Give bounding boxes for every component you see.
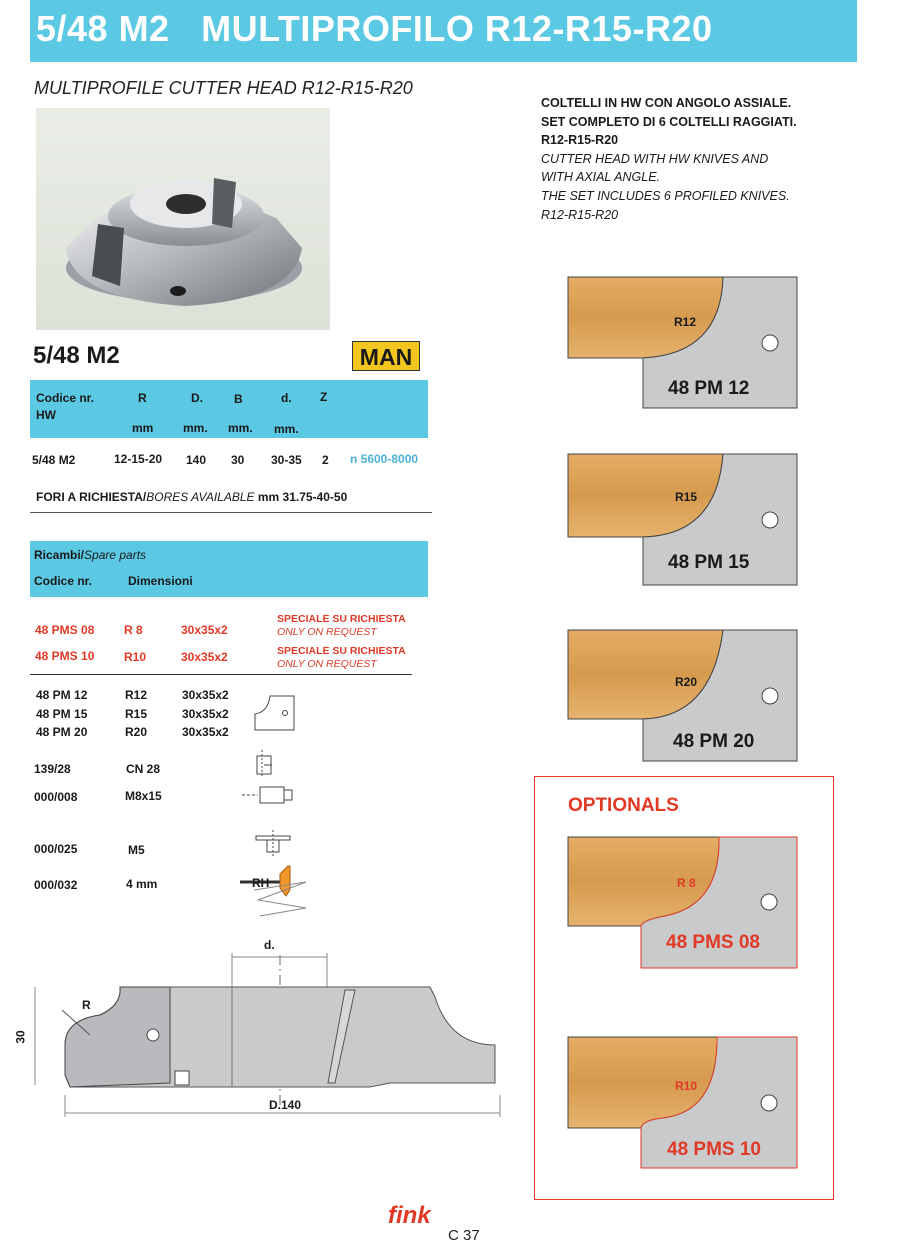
spare-special-note-en: ONLY ON REQUEST [277, 658, 377, 670]
rh-label: RH [252, 876, 270, 890]
optionals-title: OPTIONALS [568, 795, 679, 816]
th-b-unit: mm. [228, 421, 253, 435]
screw-detail [175, 1071, 189, 1085]
optional-radius: R 8 [677, 876, 696, 890]
optional-code: 48 PMS 08 [666, 932, 760, 953]
technical-drawing [10, 935, 510, 1125]
spare-dim: 30x35x2 [182, 707, 229, 721]
description [541, 94, 797, 224]
row-rpm: n 5600-8000 [350, 452, 419, 466]
washer-screw-icon [256, 830, 290, 858]
divider [30, 674, 412, 675]
spare-special-r: R10 [124, 650, 147, 664]
th-bore-unit: mm. [274, 422, 299, 436]
knife-radius: R20 [675, 675, 698, 689]
man-badge: MAN [352, 341, 420, 371]
spare-special-note-en: ONLY ON REQUEST [277, 626, 377, 638]
spare-r: R20 [125, 725, 148, 739]
row-code: 5/48 M2 [32, 453, 76, 467]
knife-hole [147, 1029, 159, 1041]
th-r-unit: mm [132, 421, 154, 435]
page-number: C 37 [448, 1227, 480, 1244]
spare-col-code: Codice nr. [34, 574, 93, 588]
spare-col-dim: Dimensioni [128, 574, 193, 588]
spare-special-code: 48 PMS 10 [35, 649, 95, 663]
optional-radius: R10 [675, 1079, 698, 1093]
key-icon [240, 866, 306, 916]
bores-it: FORI A RICHIESTA/ [36, 490, 147, 504]
spare-title-en: Spare parts [84, 548, 147, 562]
spare-code: 48 PM 12 [36, 688, 88, 702]
radius-label: R [82, 998, 91, 1012]
screw-icon [257, 750, 272, 776]
th-code-hw: HW [36, 408, 56, 422]
bores-values: mm 31.75-40-50 [254, 490, 348, 504]
spare-special-dim: 30x35x2 [181, 650, 228, 664]
spare-title [34, 548, 146, 562]
th-r: R [138, 391, 147, 405]
model-code: 5/48 M2 [33, 342, 120, 369]
knife-code: 48 PM 20 [673, 731, 755, 752]
spare-r: R15 [125, 707, 148, 721]
desc-line-3: R12-R15-R20 [541, 133, 619, 148]
th-d-unit: mm. [183, 421, 208, 435]
knife-code: 48 PM 12 [668, 378, 750, 399]
diameter-label: D.140 [269, 1098, 302, 1112]
spare-special-dim: 30x35x2 [181, 623, 228, 637]
desc-line-4: CUTTER HEAD WITH HW KNIVES AND [541, 151, 769, 166]
spare-code: 000/032 [34, 878, 78, 892]
bores-en: BORES AVAILABLE [146, 490, 255, 504]
spare-dim: 30x35x2 [182, 688, 229, 702]
spare-r: R12 [125, 688, 148, 702]
th-d: D. [191, 391, 203, 405]
spare-code: 48 PM 15 [36, 707, 88, 721]
height-label: 30 [13, 1030, 28, 1044]
brand-logo: fink [388, 1202, 431, 1229]
row-d: 140 [186, 453, 207, 467]
th-z: Z [320, 390, 328, 404]
spare-code: 139/28 [34, 762, 71, 776]
row-z: 2 [322, 453, 329, 467]
spare-special-code: 48 PMS 08 [35, 623, 95, 637]
spare-dim: CN 28 [126, 762, 161, 776]
spare-code: 48 PM 20 [36, 725, 88, 739]
desc-line-7: R12-R15-R20 [541, 207, 619, 222]
spare-title-it: Ricambi/ [34, 548, 85, 562]
spare-dim: M5 [128, 843, 145, 857]
bolt-icon [242, 787, 292, 803]
spare-dim: 4 mm [126, 877, 158, 891]
divider [30, 512, 432, 513]
optional-code: 48 PMS 10 [667, 1139, 761, 1160]
desc-line-6: THE SET INCLUDES 6 PROFILED KNIVES. [541, 188, 790, 203]
knife-icon [255, 696, 294, 730]
row-b: 30 [231, 453, 245, 467]
spare-special-note-it: SPECIALE SU RICHIESTA [277, 613, 406, 625]
spare-code: 000/008 [34, 790, 78, 804]
spare-special-note-it: SPECIALE SU RICHIESTA [277, 645, 406, 657]
bore-label: d. [264, 938, 275, 952]
knife-code: 48 PM 15 [668, 552, 750, 573]
page-subtitle: MULTIPROFILE CUTTER HEAD R12-R15-R20 [34, 78, 413, 98]
product-photo [36, 108, 330, 330]
spare-dim: M8x15 [125, 789, 162, 803]
row-r: 12-15-20 [114, 452, 163, 466]
page-title: 5/48 M2 MULTIPROFILO R12-R15-R20 [36, 8, 713, 49]
spare-dim: 30x35x2 [182, 725, 229, 739]
desc-line-2: SET COMPLETO DI 6 COLTELLI RAGGIATI. [541, 114, 797, 129]
th-b: B [234, 392, 243, 406]
spare-special-r: R 8 [124, 623, 143, 637]
desc-line-1: COLTELLI IN HW CON ANGOLO ASSIALE. [541, 96, 792, 110]
th-code: Codice nr. [36, 391, 95, 405]
knife-radius: R12 [674, 315, 697, 329]
row-bore: 30-35 [271, 453, 302, 467]
spare-code: 000/025 [34, 842, 78, 856]
th-bore: d. [281, 391, 292, 405]
bores-available [36, 490, 347, 504]
knife-radius: R15 [675, 490, 698, 504]
desc-line-5: WITH AXIAL ANGLE. [541, 170, 661, 185]
